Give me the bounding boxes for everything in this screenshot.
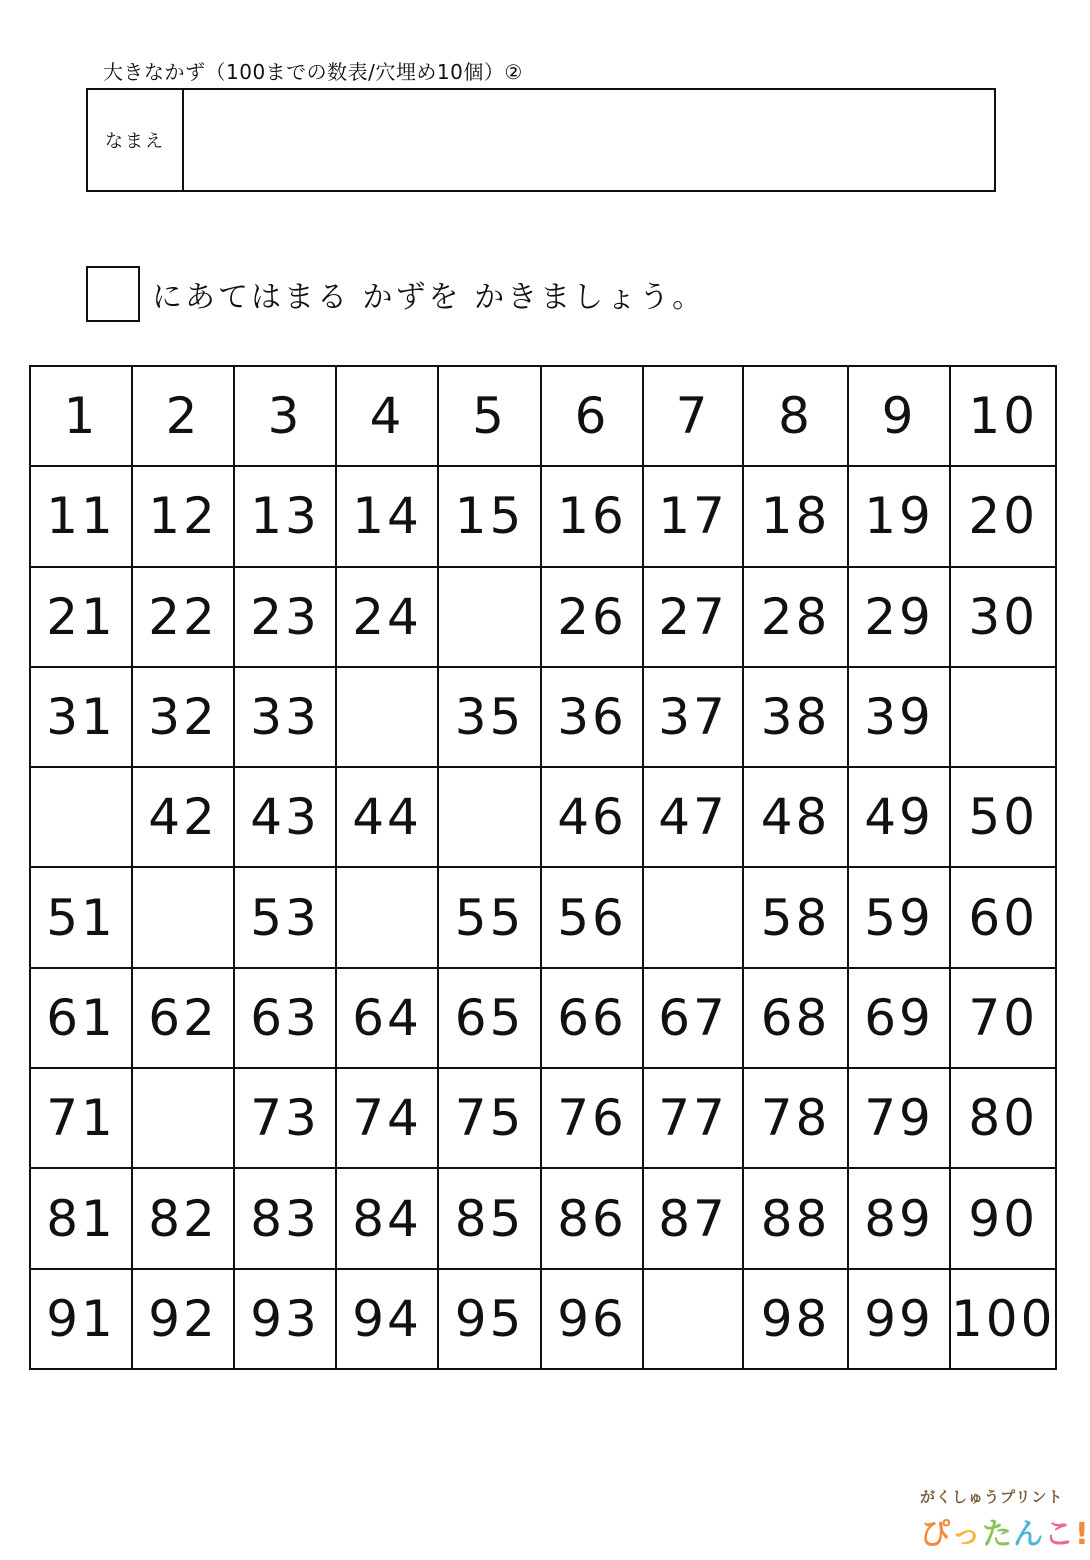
number-cell: 43 — [234, 767, 336, 867]
site-logo — [920, 1486, 1090, 1553]
table-row — [30, 1269, 1056, 1369]
number-cell: 76 — [541, 1068, 643, 1168]
number-cell: 49 — [848, 767, 950, 867]
number-cell: 69 — [848, 968, 950, 1068]
blank-answer-cell[interactable] — [30, 767, 132, 867]
number-cell: 21 — [30, 567, 132, 667]
name-field[interactable] — [184, 90, 994, 190]
number-cell: 70 — [950, 968, 1056, 1068]
number-cell: 31 — [30, 667, 132, 767]
table-row — [30, 667, 1056, 767]
number-cell: 88 — [743, 1168, 848, 1268]
number-cell: 38 — [743, 667, 848, 767]
logo-top-text: がくしゅうプリント — [920, 1488, 1064, 1506]
number-cell: 79 — [848, 1068, 950, 1168]
number-cell: 65 — [438, 968, 541, 1068]
number-cell: 80 — [950, 1068, 1056, 1168]
number-cell: 39 — [848, 667, 950, 767]
number-cell: 78 — [743, 1068, 848, 1168]
number-cell: 2 — [132, 366, 234, 466]
number-cell: 59 — [848, 867, 950, 967]
number-cell: 93 — [234, 1269, 336, 1369]
number-cell: 90 — [950, 1168, 1056, 1268]
number-cell: 7 — [643, 366, 743, 466]
number-cell: 87 — [643, 1168, 743, 1268]
number-cell: 64 — [336, 968, 438, 1068]
number-cell: 35 — [438, 667, 541, 767]
number-cell: 98 — [743, 1269, 848, 1369]
number-table — [29, 365, 1057, 1370]
blank-answer-cell[interactable] — [438, 567, 541, 667]
number-cell: 12 — [132, 466, 234, 566]
number-cell: 10 — [950, 366, 1056, 466]
number-cell: 30 — [950, 567, 1056, 667]
number-cell: 1 — [30, 366, 132, 466]
number-cell: 92 — [132, 1269, 234, 1369]
number-cell: 16 — [541, 466, 643, 566]
blank-answer-cell[interactable] — [950, 667, 1056, 767]
number-cell: 100 — [950, 1269, 1056, 1369]
number-cell: 20 — [950, 466, 1056, 566]
number-cell: 17 — [643, 466, 743, 566]
number-cell: 9 — [848, 366, 950, 466]
blank-answer-cell[interactable] — [336, 867, 438, 967]
blank-answer-cell[interactable] — [438, 767, 541, 867]
table-row — [30, 767, 1056, 867]
blank-answer-cell[interactable] — [132, 867, 234, 967]
number-cell: 62 — [132, 968, 234, 1068]
blank-answer-cell[interactable] — [132, 1068, 234, 1168]
number-cell: 6 — [541, 366, 643, 466]
blank-answer-cell[interactable] — [643, 867, 743, 967]
logo-char: た — [982, 1517, 1013, 1552]
instruction-text: にあてはまる かずを かきましょう。 — [152, 280, 706, 315]
number-cell: 75 — [438, 1068, 541, 1168]
number-cell: 84 — [336, 1168, 438, 1268]
number-cell: 3 — [234, 366, 336, 466]
number-cell: 68 — [743, 968, 848, 1068]
number-cell: 95 — [438, 1269, 541, 1369]
number-cell: 15 — [438, 466, 541, 566]
name-label: なまえ — [88, 90, 184, 190]
number-cell: 55 — [438, 867, 541, 967]
table-row — [30, 968, 1056, 1068]
number-cell: 46 — [541, 767, 643, 867]
table-row — [30, 1068, 1056, 1168]
number-cell: 82 — [132, 1168, 234, 1268]
number-cell: 51 — [30, 867, 132, 967]
blank-box-sample — [86, 266, 140, 322]
number-cell: 86 — [541, 1168, 643, 1268]
logo-bottom-text — [920, 1509, 1090, 1553]
worksheet-title: 大きなかず（100までの数表/穴埋め10個）② — [103, 60, 523, 84]
number-cell: 24 — [336, 567, 438, 667]
number-cell: 91 — [30, 1269, 132, 1369]
number-cell: 60 — [950, 867, 1056, 967]
number-cell: 96 — [541, 1269, 643, 1369]
table-row — [30, 567, 1056, 667]
number-cell: 32 — [132, 667, 234, 767]
number-cell: 63 — [234, 968, 336, 1068]
instruction-row — [86, 266, 705, 322]
number-cell: 77 — [643, 1068, 743, 1168]
number-cell: 89 — [848, 1168, 950, 1268]
number-cell: 58 — [743, 867, 848, 967]
number-cell: 71 — [30, 1068, 132, 1168]
number-cell: 13 — [234, 466, 336, 566]
number-cell: 81 — [30, 1168, 132, 1268]
number-cell: 73 — [234, 1068, 336, 1168]
number-cell: 83 — [234, 1168, 336, 1268]
number-cell: 14 — [336, 466, 438, 566]
name-box — [86, 88, 996, 192]
table-row — [30, 466, 1056, 566]
number-cell: 36 — [541, 667, 643, 767]
logo-char: ! — [1075, 1517, 1090, 1552]
logo-char: こ — [1044, 1517, 1075, 1552]
number-cell: 94 — [336, 1269, 438, 1369]
number-cell: 99 — [848, 1269, 950, 1369]
table-row — [30, 1168, 1056, 1268]
number-cell: 85 — [438, 1168, 541, 1268]
number-cell: 29 — [848, 567, 950, 667]
number-cell: 37 — [643, 667, 743, 767]
number-cell: 47 — [643, 767, 743, 867]
number-cell: 19 — [848, 466, 950, 566]
number-cell: 4 — [336, 366, 438, 466]
number-cell: 50 — [950, 767, 1056, 867]
number-cell: 26 — [541, 567, 643, 667]
logo-char: っ — [951, 1517, 982, 1552]
number-cell: 11 — [30, 466, 132, 566]
blank-answer-cell[interactable] — [643, 1269, 743, 1369]
logo-char: ぴ — [920, 1517, 951, 1552]
number-cell: 61 — [30, 968, 132, 1068]
logo-char: ん — [1013, 1517, 1044, 1552]
number-cell: 53 — [234, 867, 336, 967]
number-cell: 28 — [743, 567, 848, 667]
number-cell: 74 — [336, 1068, 438, 1168]
number-cell: 48 — [743, 767, 848, 867]
number-cell: 67 — [643, 968, 743, 1068]
number-cell: 22 — [132, 567, 234, 667]
table-row — [30, 366, 1056, 466]
number-cell: 66 — [541, 968, 643, 1068]
number-cell: 42 — [132, 767, 234, 867]
number-cell: 5 — [438, 366, 541, 466]
table-row — [30, 867, 1056, 967]
blank-answer-cell[interactable] — [336, 667, 438, 767]
number-cell: 8 — [743, 366, 848, 466]
number-cell: 23 — [234, 567, 336, 667]
number-cell: 33 — [234, 667, 336, 767]
number-cell: 44 — [336, 767, 438, 867]
number-cell: 27 — [643, 567, 743, 667]
number-cell: 56 — [541, 867, 643, 967]
number-cell: 18 — [743, 466, 848, 566]
